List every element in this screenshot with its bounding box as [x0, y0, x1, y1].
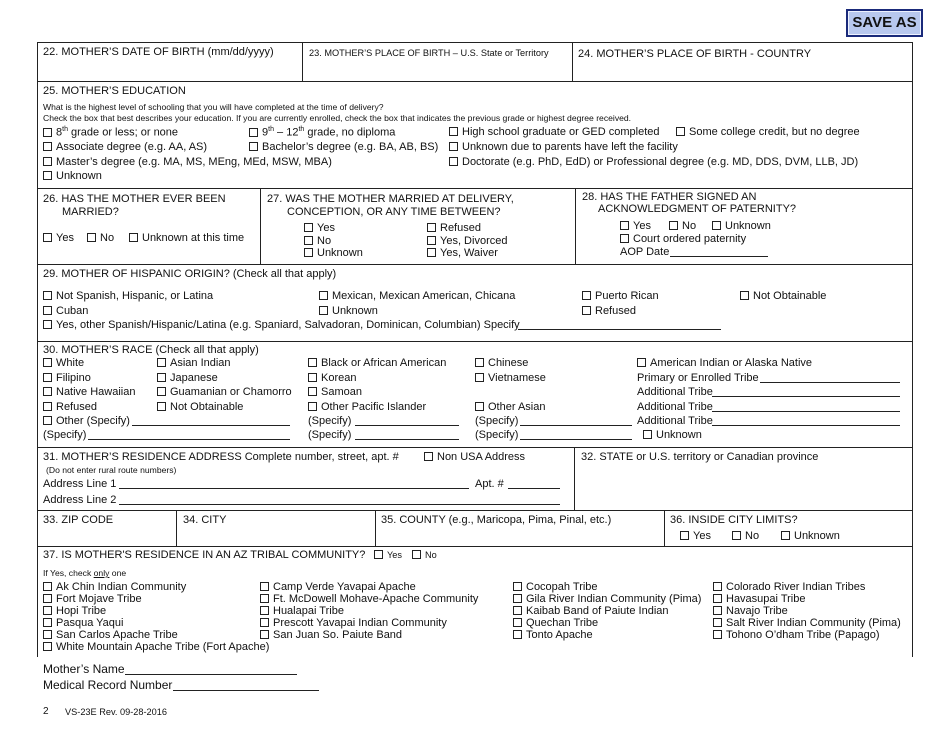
label-28b: ACKNOWLEDGMENT OF PATERNITY? [598, 203, 797, 215]
checkbox[interactable] [319, 291, 328, 300]
checkbox[interactable] [43, 320, 52, 329]
tribe-label: San Carlos Apache Tribe [56, 629, 178, 641]
label-30: 30. MOTHER’S RACE (Check all that apply) [43, 344, 259, 356]
tribe-option[interactable] [43, 605, 106, 617]
checkbox[interactable] [304, 248, 313, 257]
tribe-option[interactable] [713, 581, 865, 593]
mother-name-label: Mother’s Name [43, 662, 125, 676]
hispanic-puerto-rican[interactable]: Puerto Rican [582, 290, 659, 302]
checkbox[interactable] [643, 430, 652, 439]
additional-tribe-field-1[interactable] [712, 386, 900, 397]
apt-field[interactable] [508, 478, 560, 489]
specify-field-other[interactable] [88, 429, 290, 440]
checkbox[interactable] [304, 223, 313, 232]
tribal-note: If Yes, check only one [43, 568, 127, 578]
label-27: 27. WAS THE MOTHER MARRIED AT DELIVERY, [267, 193, 514, 205]
tribe-label: Ak Chin Indian Community [56, 581, 187, 593]
edu-8th-grade[interactable]: 8th grade or less; or none [43, 126, 178, 139]
tribe-label: Prescott Yavapai Indian Community [273, 617, 447, 629]
race-guamanian[interactable]: Guamanian or Chamorro [157, 386, 292, 398]
married-delivery-unknown[interactable]: Unknown [304, 247, 363, 259]
checkbox[interactable] [713, 594, 722, 603]
race-filipino[interactable]: Filipino [43, 372, 91, 384]
tribe-label: Hopi Tribe [56, 605, 107, 617]
page-number: 2 [43, 706, 49, 717]
tribe-label: Gila River Indian Community (Pima) [526, 593, 702, 605]
married-delivery-no[interactable]: No [304, 235, 331, 247]
tribe-option[interactable] [43, 581, 186, 593]
label-23: 23. MOTHER’S PLACE OF BIRTH – U.S. State or Territory [309, 48, 549, 58]
checkbox[interactable] [620, 234, 629, 243]
form-number: VS-23E Rev. 09-28-2016 [65, 707, 167, 717]
tribe-unknown[interactable]: Unknown [643, 429, 702, 441]
paternity-unknown[interactable]: Unknown [712, 220, 771, 232]
checkbox[interactable] [308, 373, 317, 382]
edu-master[interactable]: Master’s degree (e.g. MA, MS, MEng, MEd, MSW, MBA) [43, 156, 332, 168]
tribe-label: White Mountain Apache Tribe (Fort Apache) [56, 641, 270, 653]
mrn-label: Medical Record Number [43, 678, 173, 692]
hispanic-not-obtainable[interactable]: Not Obtainable [740, 290, 826, 302]
checkbox[interactable] [680, 531, 689, 540]
label-29: 29. MOTHER OF HISPANIC ORIGIN? (Check all that apply) [43, 268, 337, 280]
tribe-option[interactable] [713, 617, 901, 629]
checkbox[interactable] [43, 373, 52, 382]
race-not-obtainable[interactable]: Not Obtainable [157, 401, 243, 413]
checkbox[interactable] [781, 531, 790, 540]
hispanic-not[interactable]: Not Spanish, Hispanic, or Latina [43, 290, 213, 302]
tribe-label: Hualapai Tribe [273, 605, 344, 617]
primary-tribe-field[interactable] [760, 372, 900, 383]
checkbox[interactable] [513, 618, 522, 627]
race-japanese[interactable]: Japanese [157, 372, 218, 384]
checkbox[interactable] [713, 606, 722, 615]
race-american-indian[interactable]: American Indian or Alaska Native [637, 357, 812, 369]
specify-field-pi[interactable] [355, 415, 459, 426]
label-26: 26. HAS THE MOTHER EVER BEEN [43, 193, 226, 205]
checkbox[interactable] [43, 128, 52, 137]
checkbox[interactable] [43, 233, 52, 242]
checkbox[interactable] [308, 358, 317, 367]
address-line-2-label: Address Line 2 [43, 494, 117, 506]
race-native-hawaiian[interactable]: Native Hawaiian [43, 386, 135, 398]
checkbox[interactable] [157, 387, 166, 396]
rural-route-note: (Do not enter rural route numbers) [46, 465, 177, 475]
checkbox[interactable] [427, 223, 436, 232]
checkbox[interactable] [43, 402, 52, 411]
checkbox[interactable] [43, 630, 52, 639]
married-delivery-waiver[interactable]: Yes, Waiver [427, 247, 498, 259]
race-other-field[interactable] [132, 415, 290, 426]
checkbox[interactable] [582, 306, 591, 315]
specify-label-pi-2: (Specify) [308, 429, 352, 441]
tribe-option[interactable] [713, 629, 879, 641]
specify-label-asian-2: (Specify) [475, 429, 519, 441]
tribe-option[interactable] [713, 593, 806, 605]
specify-label-pi: (Specify) [308, 415, 352, 427]
label-34: 34. CITY [183, 514, 227, 526]
aop-date-field[interactable] [670, 246, 768, 257]
tribe-label: Cocopah Tribe [526, 581, 598, 593]
label-22: 22. MOTHER’S DATE OF BIRTH (mm/dd/yyyy) [43, 46, 274, 58]
checkbox[interactable] [427, 236, 436, 245]
edu-associate[interactable]: Associate degree (e.g. AA, AS) [43, 141, 207, 153]
checkbox[interactable] [260, 630, 269, 639]
checkbox[interactable] [669, 221, 678, 230]
checkbox[interactable] [513, 594, 522, 603]
tribe-label: Ft. McDowell Mohave-Apache Community [273, 593, 479, 605]
checkbox[interactable] [249, 128, 258, 137]
checkbox[interactable] [43, 618, 52, 627]
label-31: 31. MOTHER’S RESIDENCE ADDRESS Complete number, street, apt. # [43, 451, 399, 463]
aop-date-label: AOP Date [620, 246, 670, 258]
label-27b: CONCEPTION, OR ANY TIME BETWEEN? [287, 206, 501, 218]
tribe-option[interactable] [260, 581, 416, 593]
checkbox[interactable] [475, 358, 484, 367]
tribe-option[interactable] [513, 581, 598, 593]
specify-label-asian: (Specify) [475, 415, 519, 427]
city-limits-unknown[interactable]: Unknown [781, 530, 840, 542]
tribe-label: Camp Verde Yavapai Apache [273, 581, 416, 593]
married-unknown[interactable]: Unknown at this time [129, 232, 244, 244]
checkbox[interactable] [43, 171, 52, 180]
race-samoan[interactable]: Samoan [308, 386, 362, 398]
additional-tribe-field-2[interactable] [712, 401, 900, 412]
checkbox[interactable] [676, 127, 685, 136]
checkbox[interactable] [449, 142, 458, 151]
race-black[interactable]: Black or African American [308, 357, 446, 369]
tribe-option[interactable] [43, 617, 123, 629]
edu-unknown-left[interactable]: Unknown due to parents have left the facility [449, 141, 678, 153]
primary-tribe-label: Primary or Enrolled Tribe [637, 372, 759, 384]
race-asian-indian[interactable]: Asian Indian [157, 357, 231, 369]
tribe-option[interactable] [260, 617, 447, 629]
edu-unknown[interactable]: Unknown [43, 170, 102, 182]
label-37: 37. IS MOTHER'S RESIDENCE IN AN AZ TRIBAL COMMUNITY? [43, 549, 366, 561]
paternity-no[interactable]: No [669, 220, 696, 232]
checkbox[interactable] [308, 387, 317, 396]
additional-tribe-label-1: Additional Tribe [637, 386, 713, 398]
tribal-yes[interactable]: Yes [374, 550, 402, 560]
tribe-label: Salt River Indian Community (Pima) [726, 617, 901, 629]
edu-some-college[interactable]: Some college credit, but no degree [676, 126, 860, 138]
married-delivery-refused[interactable]: Refused [427, 222, 481, 234]
additional-tribe-label-3: Additional Tribe [637, 415, 713, 427]
non-usa-address[interactable]: Non USA Address [424, 451, 525, 463]
label-35: 35. COUNTY (e.g., Maricopa, Pima, Pinal, etc.) [381, 514, 612, 526]
edu-9th-12th[interactable]: 9th – 12th grade, no diploma [249, 126, 395, 139]
checkbox[interactable] [43, 594, 52, 603]
checkbox[interactable] [43, 157, 52, 166]
married-delivery-yes[interactable]: Yes [304, 222, 335, 234]
checkbox[interactable] [260, 618, 269, 627]
edu-bachelor[interactable]: Bachelor’s degree (e.g. BA, AB, BS) [249, 141, 438, 153]
checkbox[interactable] [157, 402, 166, 411]
label-36: 36. INSIDE CITY LIMITS? [670, 514, 798, 526]
checkbox[interactable] [449, 157, 458, 166]
city-limits-no[interactable]: No [732, 530, 759, 542]
additional-tribe-label-2: Additional Tribe [637, 401, 713, 413]
checkbox[interactable] [427, 248, 436, 257]
tribe-option[interactable] [513, 617, 598, 629]
tribe-option[interactable] [260, 593, 478, 605]
checkbox[interactable] [43, 358, 52, 367]
tribe-option[interactable] [260, 605, 344, 617]
tribe-label: Navajo Tribe [726, 605, 788, 617]
tribe-label: Colorado River Indian Tribes [726, 581, 866, 593]
checkbox[interactable] [260, 582, 269, 591]
checkbox[interactable] [513, 582, 522, 591]
checkbox[interactable] [87, 233, 96, 242]
additional-tribe-field-3[interactable] [712, 415, 900, 426]
race-korean[interactable]: Korean [308, 372, 356, 384]
checkbox[interactable] [43, 606, 52, 615]
hispanic-refused[interactable]: Refused [582, 305, 636, 317]
checkbox[interactable] [374, 550, 383, 559]
mother-name-field[interactable] [125, 664, 297, 675]
paternity-court[interactable]: Court ordered paternity [620, 233, 746, 245]
tribe-option[interactable] [513, 605, 669, 617]
race-other-asian[interactable]: Other Asian [475, 401, 545, 413]
tribe-option[interactable] [513, 629, 593, 641]
race-refused[interactable]: Refused [43, 401, 97, 413]
married-yes[interactable]: Yes [43, 232, 74, 244]
married-no[interactable]: No [87, 232, 114, 244]
checkbox[interactable] [582, 291, 591, 300]
checkbox[interactable] [157, 358, 166, 367]
checkbox[interactable] [732, 531, 741, 540]
checkbox[interactable] [260, 594, 269, 603]
hispanic-mexican[interactable]: Mexican, Mexican American, Chicana [319, 290, 515, 302]
tribe-label: Quechan Tribe [526, 617, 599, 629]
tribe-label: San Juan So. Paiute Band [273, 629, 403, 641]
paternity-yes[interactable]: Yes [620, 220, 651, 232]
checkbox[interactable] [713, 618, 722, 627]
label-26b: MARRIED? [62, 206, 119, 218]
tribe-option[interactable] [260, 629, 402, 641]
address-line-1-label: Address Line 1 [43, 478, 117, 490]
apt-label: Apt. # [475, 478, 504, 490]
checkbox[interactable] [475, 373, 484, 382]
tribe-option[interactable] [713, 605, 788, 617]
save-as-button[interactable]: SAVE AS [846, 9, 923, 37]
hispanic-unknown[interactable]: Unknown [319, 305, 378, 317]
mrn-field[interactable] [173, 680, 319, 691]
hispanic-cuban[interactable]: Cuban [43, 305, 88, 317]
edu-doctorate[interactable]: Doctorate (e.g. PhD, EdD) or Professional degree (e.g. MD, DDS, DVM, LLB, JD) [449, 156, 858, 168]
checkbox[interactable] [513, 630, 522, 639]
tribe-label: Kaibab Band of Paiute Indian [526, 605, 669, 617]
education-instruction: Check the box that best describes your education. If you are currently enrolled, check the box that indicates the previous grade or highest degree received. [43, 113, 632, 123]
specify-field-asian-2[interactable] [520, 429, 632, 440]
tribe-option[interactable] [43, 641, 269, 653]
checkbox[interactable] [412, 550, 421, 559]
race-other-pacific[interactable]: Other Pacific Islander [308, 401, 426, 413]
tribal-no[interactable]: No [412, 550, 437, 560]
race-white[interactable]: White [43, 357, 84, 369]
label-25: 25. MOTHER’S EDUCATION [43, 85, 186, 97]
tribe-label: Tohono O’dham Tribe (Papago) [726, 629, 880, 641]
education-question: What is the highest level of schooling that you will have completed at the time of delivery? [43, 102, 384, 112]
label-28: 28. HAS THE FATHER SIGNED AN [582, 191, 757, 203]
label-24: 24. MOTHER’S PLACE OF BIRTH - COUNTRY [578, 48, 812, 60]
checkbox[interactable] [308, 402, 317, 411]
specify-field-pi-2[interactable] [355, 429, 459, 440]
checkbox[interactable] [249, 142, 258, 151]
checkbox[interactable] [43, 291, 52, 300]
checkbox[interactable] [43, 142, 52, 151]
checkbox[interactable] [129, 233, 138, 242]
address-line-2-field[interactable] [119, 494, 560, 505]
married-delivery-divorced[interactable]: Yes, Divorced [427, 235, 507, 247]
checkbox[interactable] [449, 127, 458, 136]
address-line-1-field[interactable] [119, 478, 469, 489]
checkbox[interactable] [260, 606, 269, 615]
checkbox[interactable] [513, 606, 522, 615]
checkbox[interactable] [620, 221, 629, 230]
hispanic-specify-field[interactable] [518, 319, 721, 330]
race-chinese[interactable]: Chinese [475, 357, 528, 369]
checkbox[interactable] [475, 402, 484, 411]
checkbox[interactable] [43, 642, 52, 651]
checkbox[interactable] [319, 306, 328, 315]
checkbox[interactable] [157, 373, 166, 382]
checkbox[interactable] [740, 291, 749, 300]
race-other[interactable]: Other (Specify) [43, 415, 130, 427]
edu-high-school[interactable]: High school graduate or GED completed [449, 126, 660, 138]
label-33: 33. ZIP CODE [43, 514, 114, 526]
checkbox[interactable] [424, 452, 433, 461]
tribe-label: Tonto Apache [526, 629, 593, 641]
tribe-option[interactable] [43, 593, 142, 605]
checkbox[interactable] [43, 387, 52, 396]
tribe-option[interactable] [43, 629, 178, 641]
label-32: 32. STATE or U.S. territory or Canadian province [581, 451, 819, 463]
checkbox[interactable] [637, 358, 646, 367]
tribe-label: Havasupai Tribe [726, 593, 806, 605]
tribe-label: Pasqua Yaqui [56, 617, 124, 629]
checkbox[interactable] [43, 582, 52, 591]
tribe-option[interactable] [513, 593, 701, 605]
checkbox[interactable] [304, 236, 313, 245]
specify-field-asian[interactable] [520, 415, 632, 426]
tribe-label: Fort Mojave Tribe [56, 593, 142, 605]
city-limits-yes[interactable]: Yes [680, 530, 711, 542]
checkbox[interactable] [712, 221, 721, 230]
specify-label-other: (Specify) [43, 429, 87, 441]
hispanic-other[interactable]: Yes, other Spanish/Hispanic/Latina (e.g. Spaniard, Salvadoran, Dominican, Columbian) Specify [43, 319, 520, 331]
checkbox[interactable] [713, 582, 722, 591]
checkbox[interactable] [43, 416, 52, 425]
race-vietnamese[interactable]: Vietnamese [475, 372, 546, 384]
checkbox[interactable] [713, 630, 722, 639]
checkbox[interactable] [43, 306, 52, 315]
